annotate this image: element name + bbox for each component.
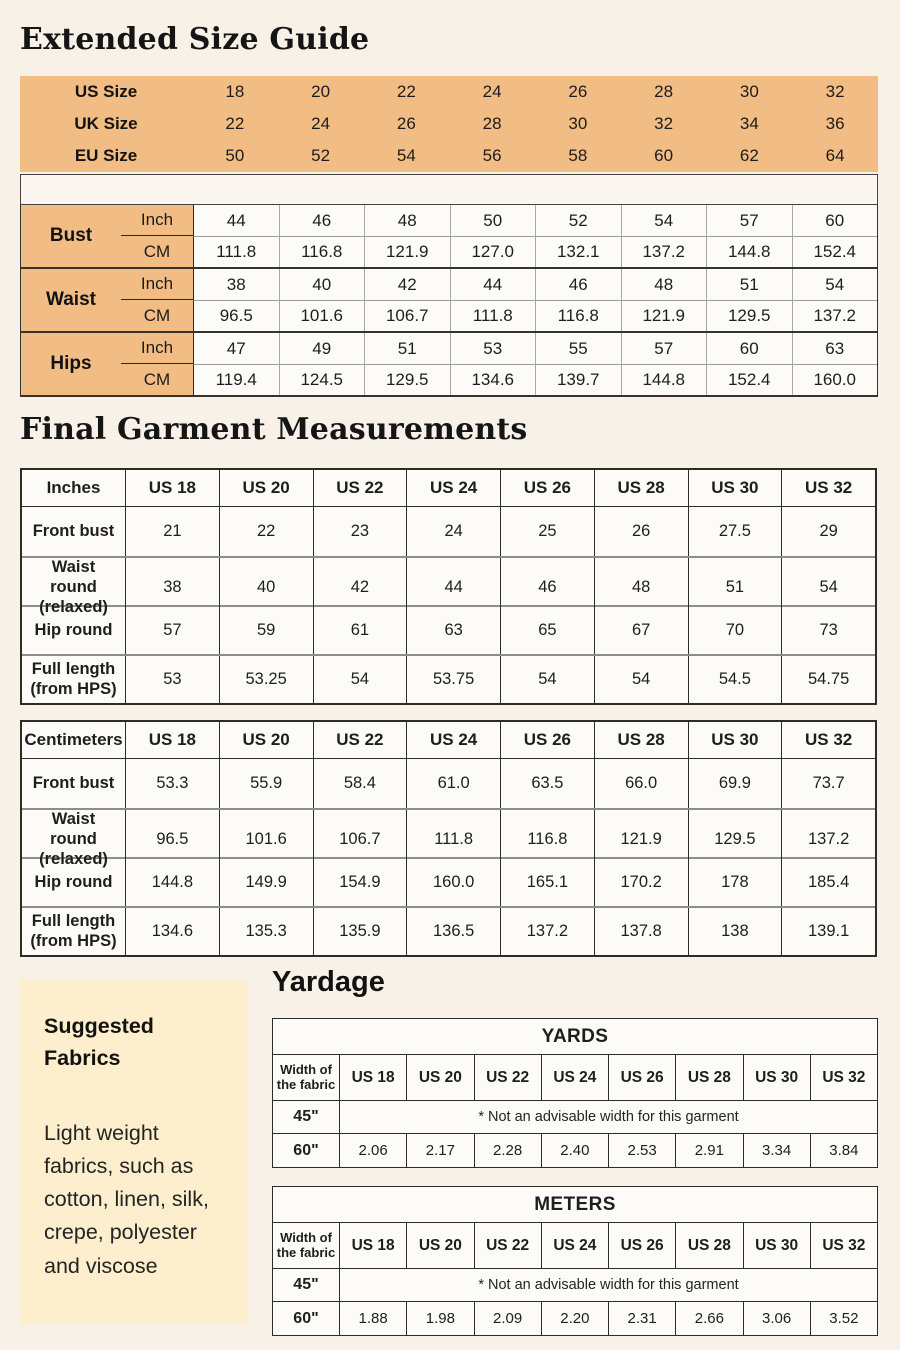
group-name: Waist xyxy=(21,269,121,331)
garment-row-full-length xyxy=(22,654,875,703)
yardage-table-header xyxy=(273,1223,877,1269)
garment-cell: 137.2 xyxy=(500,908,594,955)
measurement-cell: 106.7 xyxy=(364,300,450,331)
garment-cell: 23 xyxy=(313,507,407,556)
size-cell: 24 xyxy=(482,82,502,101)
yardage-table-header xyxy=(273,1055,877,1101)
garment-row-values xyxy=(125,859,875,906)
garment-cell: 165.1 xyxy=(500,859,594,906)
column-header-cell: US 24 xyxy=(406,470,500,506)
measurement-cell: 129.5 xyxy=(706,300,792,331)
measurement-cell: 132.1 xyxy=(535,236,621,267)
garment-cell: 40 xyxy=(219,558,313,617)
group-rows xyxy=(121,205,877,267)
empty-divider-strip xyxy=(20,174,878,205)
measurement-cell: 44 xyxy=(193,205,279,236)
measurement-values xyxy=(193,333,877,364)
measurement-cell: 42 xyxy=(364,269,450,300)
measurement-row-inch xyxy=(121,205,877,236)
size-row-label: UK Size xyxy=(74,114,138,133)
measurement-cell: 50 xyxy=(450,205,536,236)
garment-cell: 54.5 xyxy=(688,656,782,703)
column-header-cell: US 30 xyxy=(688,470,782,506)
size-cell: 28 xyxy=(482,114,502,133)
measurement-cell: 44 xyxy=(450,269,536,300)
column-header-cell: US 30 xyxy=(743,1223,810,1268)
measurement-cell: 129.5 xyxy=(364,364,450,395)
yardage-table-meters xyxy=(272,1186,878,1336)
yardage-cell: 3.52 xyxy=(810,1302,877,1335)
garment-row-waist-round xyxy=(22,556,875,616)
yardage-cell: 2.28 xyxy=(474,1134,541,1167)
garment-cell: 69.9 xyxy=(688,759,782,808)
measurement-cell: 54 xyxy=(621,205,707,236)
column-header-cell: US 18 xyxy=(125,722,219,758)
suggested-fabrics-panel xyxy=(20,980,248,1324)
garment-cell: 139.1 xyxy=(781,908,875,955)
column-header-cell: US 26 xyxy=(500,722,594,758)
fabric-width-label: 45" xyxy=(293,1108,319,1125)
column-header-cell: US 32 xyxy=(810,1055,877,1100)
garment-cell: 53.75 xyxy=(406,656,500,703)
garment-cell: 73.7 xyxy=(781,759,875,808)
garment-cell: 67 xyxy=(594,607,688,654)
garment-cell: 129.5 xyxy=(688,810,782,869)
size-row-label: US Size xyxy=(74,82,138,101)
yardage-row-60 xyxy=(273,1302,877,1335)
column-header-cell: US 22 xyxy=(313,722,407,758)
column-header-cell: US 30 xyxy=(743,1055,810,1100)
body-measurements-table xyxy=(20,205,878,397)
measurement-cell: 160.0 xyxy=(792,364,878,395)
size-cell: 26 xyxy=(568,82,588,101)
garment-cell: 70 xyxy=(688,607,782,654)
column-header-cell: US 18 xyxy=(339,1223,406,1268)
measurement-cell: 127.0 xyxy=(450,236,536,267)
size-cell: 28 xyxy=(654,82,674,101)
measurement-values xyxy=(193,300,877,331)
column-header-cell: US 24 xyxy=(541,1223,608,1268)
measurement-cell: 139.7 xyxy=(535,364,621,395)
column-header-cell: US 28 xyxy=(675,1223,742,1268)
garment-cell: 66.0 xyxy=(594,759,688,808)
garment-cell: 178 xyxy=(688,859,782,906)
garment-cell: 48 xyxy=(594,558,688,617)
column-header-cell: US 20 xyxy=(406,1055,473,1100)
yardage-cell: 1.98 xyxy=(406,1302,473,1335)
garment-cell: 53.3 xyxy=(125,759,219,808)
size-cell: 32 xyxy=(825,82,845,101)
column-header-cell: US 28 xyxy=(594,722,688,758)
garment-table-centimeters xyxy=(20,720,877,957)
garment-cell: 144.8 xyxy=(125,859,219,906)
size-cell: 36 xyxy=(825,114,845,133)
measurement-values xyxy=(193,269,877,300)
measurement-cell: 111.8 xyxy=(193,236,279,267)
garment-cell: 55.9 xyxy=(219,759,313,808)
garment-cell: 51 xyxy=(688,558,782,617)
garment-cell: 185.4 xyxy=(781,859,875,906)
size-cell: 52 xyxy=(311,146,331,165)
yardage-values xyxy=(339,1134,877,1167)
column-header-cell: US 24 xyxy=(406,722,500,758)
column-headers xyxy=(125,470,875,506)
garment-cell: 134.6 xyxy=(125,908,219,955)
garment-row-label: Hip round xyxy=(34,620,113,639)
measurement-cell: 119.4 xyxy=(193,364,279,395)
measurement-cell: 60 xyxy=(706,333,792,364)
size-cell: 58 xyxy=(568,146,588,165)
garment-cell: 46 xyxy=(500,558,594,617)
garment-row-label: Full length (from HPS) xyxy=(30,659,117,698)
garment-row-label: Front bust xyxy=(32,773,115,792)
measurement-row-cm xyxy=(121,236,877,267)
column-header-cell: US 26 xyxy=(608,1055,675,1100)
measurement-cell: 49 xyxy=(279,333,365,364)
fabrics-description: Light weight fabrics, such as cotton, linen, silk, crepe, polyester and viscose xyxy=(44,1120,209,1278)
garment-row-values xyxy=(125,607,875,654)
measurement-cell: 121.9 xyxy=(364,236,450,267)
garment-row-label: Waist round (relaxed) xyxy=(39,558,108,616)
garment-row-label: Waist round (relaxed) xyxy=(39,810,108,868)
group-rows xyxy=(121,269,877,331)
size-cell: 22 xyxy=(396,82,416,101)
garment-cell: 29 xyxy=(781,507,875,556)
column-header-cell: US 22 xyxy=(474,1223,541,1268)
measurement-values xyxy=(193,236,877,267)
garment-cell: 63 xyxy=(406,607,500,654)
size-cell: 22 xyxy=(225,114,245,133)
size-cell: 30 xyxy=(739,82,759,101)
unit-label: Inch xyxy=(121,269,193,300)
measurement-cell: 51 xyxy=(364,333,450,364)
size-row-us xyxy=(20,76,878,108)
yardage-cell: 2.66 xyxy=(675,1302,742,1335)
garment-cell: 54.75 xyxy=(781,656,875,703)
measurement-group-bust xyxy=(21,205,877,267)
measurement-cell: 121.9 xyxy=(621,300,707,331)
measurement-cell: 60 xyxy=(792,205,878,236)
measurement-cell: 137.2 xyxy=(792,300,878,331)
column-header-cell: US 28 xyxy=(675,1055,742,1100)
unit-label: Inch xyxy=(121,205,193,236)
measurement-cell: 51 xyxy=(706,269,792,300)
measurement-cell: 47 xyxy=(193,333,279,364)
garment-row-label: Hip round xyxy=(34,872,113,891)
garment-row-values xyxy=(125,908,875,955)
fabric-width-label: 60" xyxy=(293,1141,319,1159)
garment-cell: 63.5 xyxy=(500,759,594,808)
size-cell: 64 xyxy=(825,146,845,165)
yardage-cell: 2.20 xyxy=(541,1302,608,1335)
size-row-values xyxy=(192,140,878,172)
garment-row-label: Front bust xyxy=(32,521,115,540)
garment-cell: 73 xyxy=(781,607,875,654)
garment-cell: 61 xyxy=(313,607,407,654)
final-garment-measurements-title: Final Garment Measurements xyxy=(20,412,528,447)
unit-header: Centimeters xyxy=(24,730,123,749)
yardage-note: * Not an advisable width for this garment xyxy=(339,1101,877,1133)
measurement-cell: 144.8 xyxy=(706,236,792,267)
column-header-cell: US 26 xyxy=(500,470,594,506)
yardage-row-45 xyxy=(273,1101,877,1134)
unit-label: CM xyxy=(121,300,193,331)
garment-cell: 160.0 xyxy=(406,859,500,906)
garment-cell: 24 xyxy=(406,507,500,556)
yardage-cell: 2.17 xyxy=(406,1134,473,1167)
fabric-width-header: Width of the fabric xyxy=(276,1061,336,1092)
garment-cell: 154.9 xyxy=(313,859,407,906)
measurement-cell: 152.4 xyxy=(792,236,878,267)
garment-row-front-bust xyxy=(22,759,875,808)
fabric-width-label: 45" xyxy=(293,1276,319,1293)
garment-cell: 22 xyxy=(219,507,313,556)
measurement-cell: 38 xyxy=(193,269,279,300)
garment-cell: 61.0 xyxy=(406,759,500,808)
garment-row-values xyxy=(125,656,875,703)
garment-cell: 54 xyxy=(594,656,688,703)
yardage-row-45 xyxy=(273,1269,877,1302)
measurement-cell: 111.8 xyxy=(450,300,536,331)
column-header-cell: US 22 xyxy=(474,1055,541,1100)
garment-cell: 38 xyxy=(125,558,219,617)
garment-cell: 111.8 xyxy=(406,810,500,869)
measurement-cell: 63 xyxy=(792,333,878,364)
garment-cell: 25 xyxy=(500,507,594,556)
size-row-eu xyxy=(20,140,878,172)
unit-label: Inch xyxy=(121,333,193,364)
garment-cell: 65 xyxy=(500,607,594,654)
measurement-row-inch xyxy=(121,269,877,300)
size-cell: 56 xyxy=(482,146,502,165)
garment-cell: 21 xyxy=(125,507,219,556)
fabric-width-header: Width of the fabric xyxy=(276,1229,336,1260)
unit-label: CM xyxy=(121,236,193,267)
garment-cell: 42 xyxy=(313,558,407,617)
garment-row-full-length xyxy=(22,906,875,955)
yardage-cell: 3.84 xyxy=(810,1134,877,1167)
column-header-cell: US 20 xyxy=(219,722,313,758)
garment-row-hip-round xyxy=(22,605,875,654)
measurement-cell: 116.8 xyxy=(535,300,621,331)
measurement-row-cm xyxy=(121,364,877,395)
measurement-cell: 96.5 xyxy=(193,300,279,331)
column-header-cell: US 28 xyxy=(594,470,688,506)
yardage-cell: 3.06 xyxy=(743,1302,810,1335)
column-header-cell: US 30 xyxy=(688,722,782,758)
measurement-cell: 54 xyxy=(792,269,878,300)
garment-row-waist-round xyxy=(22,808,875,868)
garment-cell: 54 xyxy=(781,558,875,617)
size-cell: 26 xyxy=(396,114,416,133)
size-cell: 60 xyxy=(654,146,674,165)
garment-cell: 136.5 xyxy=(406,908,500,955)
column-headers xyxy=(125,722,875,758)
yardage-note: * Not an advisable width for this garment xyxy=(339,1269,877,1301)
size-cell: 20 xyxy=(311,82,331,101)
garment-row-label: Full length (from HPS) xyxy=(30,911,117,950)
garment-cell: 170.2 xyxy=(594,859,688,906)
measurement-values xyxy=(193,364,877,395)
unit-header: Inches xyxy=(46,478,101,497)
yardage-cell: 2.06 xyxy=(339,1134,406,1167)
garment-cell: 96.5 xyxy=(125,810,219,869)
size-cell: 18 xyxy=(225,82,245,101)
garment-cell: 26 xyxy=(594,507,688,556)
garment-cell: 58.4 xyxy=(313,759,407,808)
yardage-cell: 3.34 xyxy=(743,1134,810,1167)
fabric-width-label: 60" xyxy=(293,1309,319,1327)
size-cell: 54 xyxy=(396,146,416,165)
measurement-cell: 48 xyxy=(364,205,450,236)
size-cell: 24 xyxy=(311,114,331,133)
yardage-cell: 2.53 xyxy=(608,1134,675,1167)
yardage-row-60 xyxy=(273,1134,877,1167)
size-row-uk xyxy=(20,108,878,140)
garment-cell: 59 xyxy=(219,607,313,654)
yardage-cell: 1.88 xyxy=(339,1302,406,1335)
garment-cell: 149.9 xyxy=(219,859,313,906)
measurement-cell: 152.4 xyxy=(706,364,792,395)
size-cell: 50 xyxy=(225,146,245,165)
garment-row-hip-round xyxy=(22,857,875,906)
unit-label: CM xyxy=(121,364,193,395)
measurement-cell: 57 xyxy=(706,205,792,236)
yardage-cell: 2.40 xyxy=(541,1134,608,1167)
measurement-row-cm xyxy=(121,300,877,331)
size-cell: 62 xyxy=(739,146,759,165)
measurement-cell: 52 xyxy=(535,205,621,236)
garment-cell: 121.9 xyxy=(594,810,688,869)
measurement-cell: 124.5 xyxy=(279,364,365,395)
measurement-cell: 116.8 xyxy=(279,236,365,267)
garment-cell: 137.2 xyxy=(781,810,875,869)
yardage-table-yards xyxy=(272,1018,878,1168)
column-header-cell: US 32 xyxy=(810,1223,877,1268)
extended-size-guide-title: Extended Size Guide xyxy=(20,22,370,57)
column-header-cell: US 26 xyxy=(608,1223,675,1268)
column-header-cell: US 18 xyxy=(339,1055,406,1100)
yardage-cell: 2.91 xyxy=(675,1134,742,1167)
size-row-label: EU Size xyxy=(74,146,138,165)
size-conversion-table xyxy=(20,76,878,172)
garment-cell: 101.6 xyxy=(219,810,313,869)
garment-cell: 27.5 xyxy=(688,507,782,556)
garment-cell: 137.8 xyxy=(594,908,688,955)
yardage-table-heading: YARDS xyxy=(273,1019,877,1055)
garment-cell: 135.3 xyxy=(219,908,313,955)
size-cell: 30 xyxy=(568,114,588,133)
group-name: Bust xyxy=(21,205,121,267)
column-header-cell: US 24 xyxy=(541,1055,608,1100)
garment-row-front-bust xyxy=(22,507,875,556)
column-headers xyxy=(339,1055,877,1100)
column-header-cell: US 20 xyxy=(219,470,313,506)
garment-cell: 138 xyxy=(688,908,782,955)
measurement-cell: 137.2 xyxy=(621,236,707,267)
column-header-cell: US 18 xyxy=(125,470,219,506)
measurement-cell: 53 xyxy=(450,333,536,364)
garment-row-values xyxy=(125,759,875,808)
group-rows xyxy=(121,333,877,395)
measurement-cell: 144.8 xyxy=(621,364,707,395)
garment-table-inches xyxy=(20,468,877,705)
garment-cell: 44 xyxy=(406,558,500,617)
yardage-values xyxy=(339,1302,877,1335)
size-row-values xyxy=(192,108,878,140)
measurement-cell: 48 xyxy=(621,269,707,300)
garment-table-header xyxy=(22,470,875,507)
garment-cell: 116.8 xyxy=(500,810,594,869)
measurement-group-waist xyxy=(21,267,877,331)
size-cell: 32 xyxy=(654,114,674,133)
measurement-values xyxy=(193,205,877,236)
column-header-cell: US 20 xyxy=(406,1223,473,1268)
garment-cell: 54 xyxy=(313,656,407,703)
column-header-cell: US 32 xyxy=(781,470,875,506)
garment-table-header xyxy=(22,722,875,759)
fabrics-title: Suggested Fabrics xyxy=(44,1014,154,1071)
measurement-cell: 134.6 xyxy=(450,364,536,395)
size-cell: 34 xyxy=(739,114,759,133)
yardage-title: Yardage xyxy=(272,966,385,998)
measurement-cell: 40 xyxy=(279,269,365,300)
group-name: Hips xyxy=(21,333,121,395)
column-headers xyxy=(339,1223,877,1268)
yardage-cell: 2.31 xyxy=(608,1302,675,1335)
column-header-cell: US 22 xyxy=(313,470,407,506)
garment-cell: 53 xyxy=(125,656,219,703)
measurement-row-inch xyxy=(121,333,877,364)
garment-cell: 53.25 xyxy=(219,656,313,703)
measurement-group-hips xyxy=(21,331,877,395)
garment-row-values xyxy=(125,507,875,556)
garment-cell: 106.7 xyxy=(313,810,407,869)
garment-cell: 135.9 xyxy=(313,908,407,955)
measurement-cell: 46 xyxy=(279,205,365,236)
garment-cell: 54 xyxy=(500,656,594,703)
measurement-cell: 101.6 xyxy=(279,300,365,331)
yardage-cell: 2.09 xyxy=(474,1302,541,1335)
column-header-cell: US 32 xyxy=(781,722,875,758)
measurement-cell: 46 xyxy=(535,269,621,300)
measurement-cell: 55 xyxy=(535,333,621,364)
garment-cell: 57 xyxy=(125,607,219,654)
yardage-table-heading: METERS xyxy=(273,1187,877,1223)
measurement-cell: 57 xyxy=(621,333,707,364)
size-row-values xyxy=(192,76,878,108)
